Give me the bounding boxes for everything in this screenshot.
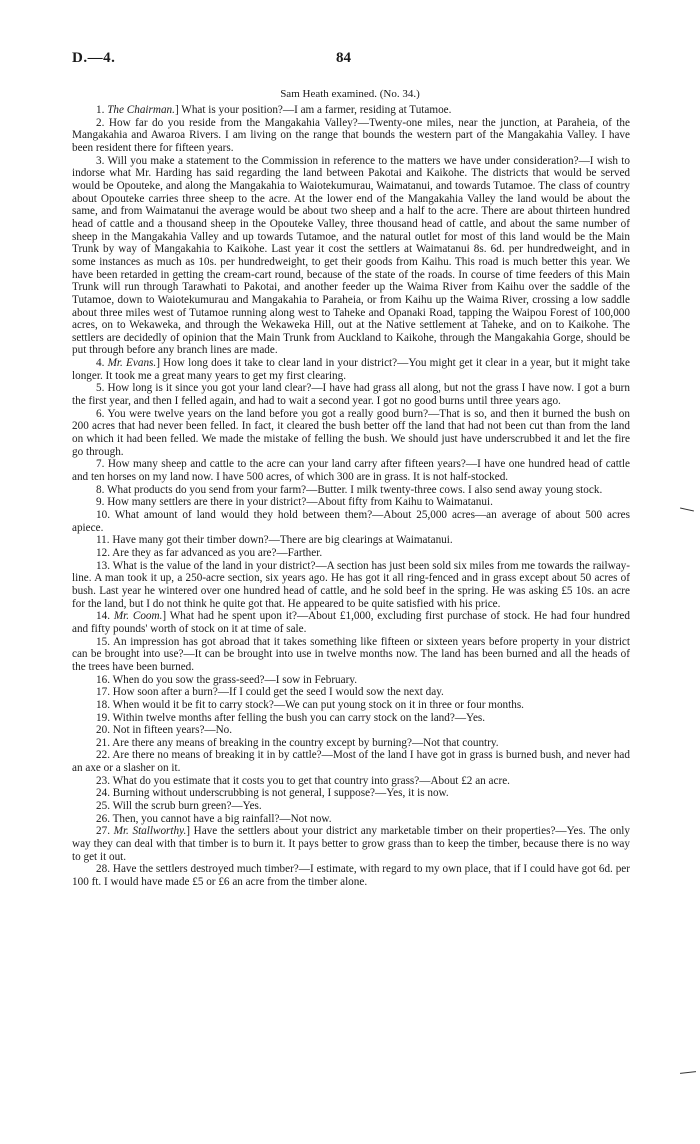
question-text: Burning without underscrubbing is not general, I suppose?—Yes, it is now. [112, 787, 449, 800]
margin-mark [680, 1071, 696, 1074]
question-paragraph [72, 560, 630, 611]
question-paragraph [72, 813, 630, 826]
question-number: 27. [96, 825, 110, 838]
question-paragraph [72, 825, 630, 863]
question-text: When do you sow the grass-seed?—I sow in February. [112, 673, 358, 686]
question-number: 9. [96, 496, 105, 509]
question-text: ] What is your position?—I am a farmer, residing at Tutamoe. [174, 104, 452, 116]
question-text: How long is it since you got your land clear?—I have had grass all along, but not the grass I have now. I got a burn the first year, and then I felled again, and had to wait a second year. I got no good burns until three years ago. [72, 382, 630, 408]
question-paragraph [72, 800, 630, 813]
question-number: 26. [96, 812, 110, 825]
question-number: 17. [96, 686, 110, 699]
question-paragraph [72, 357, 630, 382]
question-paragraph [72, 712, 630, 725]
speaker-name: Mr. Stallworthy. [113, 825, 187, 838]
speaker-name: Mr. Evans. [107, 357, 157, 370]
question-text: ] How long does it take to clear land in your district?—You might get it clear in a year, but it might take longer. It took me a great many years to get my first clearing. [72, 357, 630, 382]
question-number: 1. [96, 104, 105, 116]
question-text: When would it be fit to carry stock?—We can put young stock on it in three or four months. [112, 698, 524, 711]
question-number: 11. [96, 534, 110, 547]
question-text: What products do you send from your farm?—Butter. I milk twenty-three cows. I also send away young stock. [107, 483, 603, 496]
speaker-name: Mr. Coom. [113, 610, 163, 623]
question-paragraph [72, 636, 630, 674]
question-number: 10. [96, 509, 110, 521]
question-number: 18. [96, 698, 110, 711]
testimony-body [72, 104, 630, 889]
question-number: 16. [96, 673, 110, 686]
document-reference: D.—4. [72, 50, 116, 66]
question-paragraph [72, 699, 630, 712]
question-number: 28. [96, 863, 110, 876]
question-number: 19. [96, 711, 110, 724]
question-paragraph [72, 509, 630, 534]
question-number: 21. [96, 736, 110, 749]
question-paragraph [72, 155, 630, 358]
question-paragraph [72, 484, 630, 497]
question-number: 14. [96, 610, 110, 623]
question-number: 25. [96, 800, 110, 813]
question-text: Within twelve months after felling the bush you can carry stock on the land?—Yes. [112, 711, 486, 724]
margin-mark [680, 508, 694, 512]
question-paragraph [72, 117, 630, 155]
question-paragraph [72, 458, 630, 483]
question-number: 7. [96, 458, 105, 471]
question-text: How many sheep and cattle to the acre can your land carry after fifteen years?—I have one hundred head of cattle and ten horses on my land now. I have 500 acres, of which 300 are in grass. It is not half-stocked. [72, 458, 630, 484]
page-number: 84 [336, 50, 351, 66]
question-paragraph [72, 724, 630, 737]
question-number: 3. [96, 154, 105, 167]
question-text: ] What had he spent upon it?—About £1,000, excluding first purchase of stock. He had four hundred and fifty pounds' worth of stock on it at time of sale. [72, 610, 630, 635]
question-number: 8. [96, 483, 105, 496]
question-paragraph [72, 534, 630, 547]
witness-heading: Sam Heath examined. (No. 34.) [280, 88, 420, 100]
question-paragraph [72, 408, 630, 459]
question-paragraph [72, 775, 630, 788]
question-text: An impression has got abroad that it takes something like fifteen or sixteen years before property in your district can be brought into use?—It can be brought into use in twelve months now. The land has been burned and all the heads of the trees have been burned. [72, 635, 630, 673]
question-number: 2. [96, 116, 105, 129]
question-number: 22. [96, 749, 110, 762]
question-paragraph [72, 610, 630, 635]
question-text: How far do you reside from the Mangakahia Valley?—Twenty-one miles, near the junction, at Paraheia, of the Mangakahia and Awaroa Rivers. I am living on the range that bounds the western part of the Mangakahia Valley. I have been resident there for fifteen years. [72, 116, 630, 154]
question-text: Not in fifteen years?—No. [112, 724, 233, 737]
question-number: 24. [96, 787, 110, 800]
question-text: What amount of land would they hold between them?—About 25,000 acres—an average of about 500 acres apiece. [72, 509, 630, 534]
question-text: What is the value of the land in your district?—A section has just been sold six miles from me towards the railway-line. A man took it up, a 250-acre section, six years ago. He has got it all ring-fenced and in grass except about 50 acres of bush. Last year he wintered over one hundred head of cattle, and he sold beef in the spring. He was asking £5 10s. an acre for the land, but I do not think he quite got that. He appeared to be quite satisfied with his price. [72, 559, 630, 610]
question-text: Are there any means of breaking in the country except by burning?—Not that country. [112, 736, 499, 749]
question-paragraph [72, 496, 630, 509]
question-text: How many settlers are there in your district?—About fifty from Kaihu to Waimatanui. [107, 496, 493, 509]
question-text: Are they as far advanced as you are?—Farther. [112, 546, 323, 559]
question-number: 4. [96, 357, 105, 370]
question-paragraph [72, 382, 630, 407]
question-text: You were twelve years on the land before you got a really good burn?—That is so, and then it burned the bush on 200 acres that had never been felled. In fact, it cleared the bush better off the land that had not been cut than from the land on which it had been felled. We made the mistake of felling the bush. We should just have underscrubbed it and let the fire go through. [72, 407, 630, 458]
question-number: 15. [96, 635, 110, 648]
question-paragraph [72, 674, 630, 687]
question-text: ] Have the settlers about your district any marketable timber on their properties?—Yes. The only way they can deal with that timber is to burn it. It pays better to grow grass than to keep the timber, because there is no way to get it out. [72, 825, 631, 863]
question-text: Will the scrub burn green?—Yes. [112, 800, 262, 813]
question-text: Have many got their timber down?—There are big clearings at Waimatanui. [112, 534, 453, 547]
speaker-name: The Chairman. [107, 104, 175, 116]
question-number: 13. [96, 559, 110, 572]
question-number: 5. [96, 382, 105, 395]
question-paragraph [72, 686, 630, 699]
question-number: 23. [96, 774, 110, 787]
question-paragraph [72, 104, 630, 117]
question-text: How soon after a burn?—If I could get the seed I would sow the next day. [112, 686, 444, 699]
question-text: Are there no means of breaking it in by cattle?—Most of the land I have got in grass is burned bush, and never had an axe or a slasher on it. [72, 749, 630, 775]
question-number: 20. [96, 724, 110, 737]
question-number: 12. [96, 546, 110, 559]
question-text: Will you make a statement to the Commission in reference to the matters we have under consideration?—I wish to indorse what Mr. Harding has said regarding the land between Pakotai and Kaikohe. The districts that would be served would be Opouteke, and along the Mangakahia to Waiotekumurau, Waimatanui, and towards Tutamoe. The class of country about Opouteke carries three sheep to the acre. At the lower end of the Mangakahia Valley the land would be about the same, and from Waimatanui the average would be about two sheep and a half to the acre. There are about thirteen hundred head of cattle and a thousand sheep in the Opouteke Valley, three thousand head of cattle, and about the same number of sheep in the Mangakahia Valley and up towards Tutamoe, and the natural outlet for most of this land would be the Main Trunk by way of Mangakahia to Kaikohe. Last year it cost the settlers at Waimatanui 8s. 6d. per hundredweight, and in some instances as much as 10s. per hundredweight, to get their goods from Kaihu. This road is much better this year. We have been retarded in getting the cream-cart round, because of the state of the roads. In course of time feeders of this Main Trunk will run through Tarawhati to Pakotai, and another feeder up the Waima River from Kaihu over the saddle of the Tutamoe, down to Waiotekumurau and Mangakahia to Paraheia, or from Kaihu up the Waima River, crossing a low saddle about three miles west of Tutamoe running along west to Taheke and Opanaki Road, tapping the Waipou Forest of 100,000 acres, on to Wekaweka, and through the Wekaweka Hill, out at the Native settlement at Taheke, and on to Kaikohe. The settlers are decidedly of opinion that the Main Trunk from Auckland to Kaikohe, through the Mangakahia Gorge, should be put through before any branch lines are made. [72, 154, 630, 357]
question-paragraph [72, 863, 630, 888]
question-paragraph [72, 547, 630, 560]
question-text: Then, you cannot have a big rainfall?—Not now. [112, 812, 332, 825]
question-number: 6. [96, 407, 105, 420]
question-text: What do you estimate that it costs you to get that country into grass?—About £2 an acre. [112, 774, 510, 787]
question-paragraph [72, 787, 630, 800]
question-text: Have the settlers destroyed much timber?—I estimate, with regard to my own place, that if I could have got 6d. per 100 ft. I would have made £5 or £6 an acre from the timber alone. [72, 863, 630, 889]
question-paragraph [72, 737, 630, 750]
question-paragraph [72, 749, 630, 774]
